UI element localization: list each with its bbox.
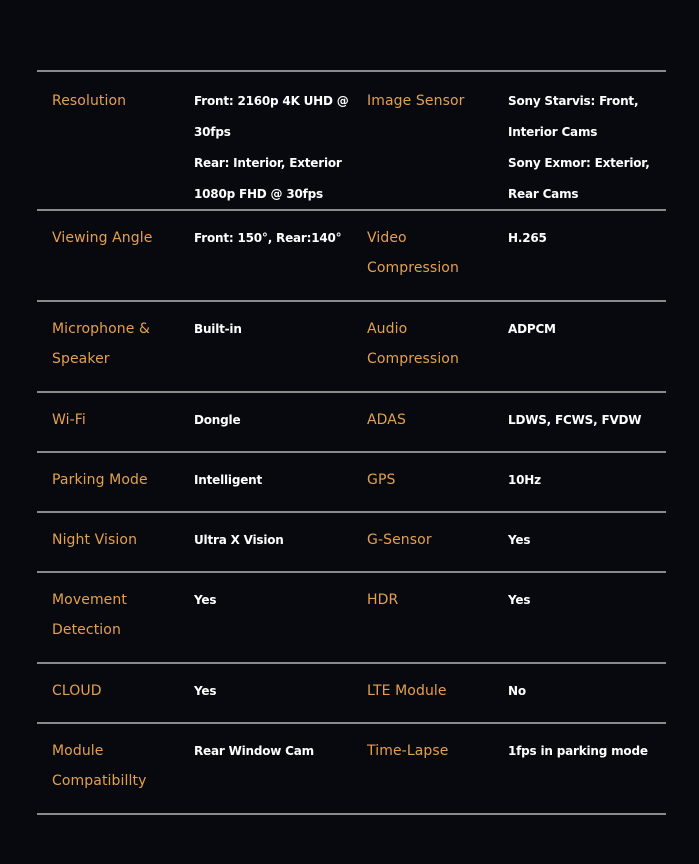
spec-value-line: ADPCM [508,322,556,336]
spec-value-line: 30fps [194,125,231,139]
spec-row [37,513,666,573]
spec-label-module-compatibility [52,736,192,796]
spec-value-line: Sony Starvis: Front, [508,94,639,108]
spec-value-viewing-angle [194,223,354,254]
spec-value-cloud [194,676,354,707]
spec-value-line: Yes [508,593,531,607]
spec-label-line: Movement [52,592,127,608]
spec-value-wifi [194,405,354,436]
spec-label-night-vision: Night Vision [52,532,138,548]
spec-value-line: Intelligent [194,473,263,487]
spec-value-line: Rear Window Cam [194,744,314,758]
spec-row [37,72,666,211]
spec-value-movement-detection [194,585,354,616]
spec-row [37,302,666,393]
spec-value-line: Rear: Interior, Exterior [194,156,342,170]
spec-label-adas: ADAS [367,412,406,428]
spec-label-line: Video [367,230,407,246]
spec-value-gps [508,465,658,496]
spec-row [37,211,666,302]
spec-value-line: Front: 150°, Rear:140° [194,231,342,245]
spec-label-line: Compression [367,351,459,367]
spec-label-line: Speaker [52,351,110,367]
spec-value-line: Yes [194,593,217,607]
spec-value-line: Interior Cams [508,125,598,139]
spec-value-image-sensor [508,86,658,210]
spec-row [37,724,666,815]
spec-value-line: H.265 [508,231,547,245]
spec-row [37,453,666,513]
spec-value-line: 1fps in parking mode [508,744,648,758]
spec-label-microphone-speaker [52,314,192,374]
spec-label-line: Detection [52,622,121,638]
spec-value-g-sensor [508,525,658,556]
spec-label-viewing-angle: Viewing Angle [52,230,153,246]
spec-value-hdr [508,585,658,616]
spec-label-audio-compression [367,314,502,374]
spec-label-time-lapse: Time-Lapse [367,743,449,759]
spec-row [37,393,666,453]
spec-value-lte-module [508,676,658,707]
spec-label-resolution: Resolution [52,93,127,109]
spec-value-line: Yes [194,684,217,698]
spec-value-line: No [508,684,526,698]
spec-value-line: LDWS, FCWS, FVDW [508,413,642,427]
spec-label-cloud: CLOUD [52,683,102,699]
spec-label-hdr: HDR [367,592,399,608]
spec-value-line: Dongle [194,413,241,427]
spec-value-line: 10Hz [508,473,541,487]
spec-value-line: Built-in [194,322,242,336]
spec-label-line: Module [52,743,104,759]
spec-value-resolution [194,86,354,210]
spec-label-wifi: Wi-Fi [52,412,86,428]
spec-value-video-compression [508,223,658,254]
spec-value-night-vision [194,525,354,556]
spec-label-line: Audio [367,321,408,337]
spec-label-line: Compression [367,260,459,276]
spec-value-line: Rear Cams [508,187,579,201]
spec-value-module-compatibility [194,736,354,767]
spec-table [37,70,666,815]
spec-label-movement-detection [52,585,192,645]
spec-value-time-lapse [508,736,658,767]
spec-label-line: Compatibillty [52,773,147,789]
spec-value-audio-compression [508,314,658,345]
spec-value-line: Ultra X Vision [194,533,284,547]
spec-row [37,573,666,664]
spec-label-image-sensor: Image Sensor [367,93,465,109]
spec-value-line: Sony Exmor: Exterior, [508,156,650,170]
spec-label-lte-module: LTE Module [367,683,447,699]
spec-row [37,664,666,724]
spec-label-video-compression [367,223,502,283]
spec-value-parking-mode [194,465,354,496]
spec-label-line: Microphone & [52,321,151,337]
spec-value-line: 1080p FHD @ 30fps [194,187,323,201]
spec-value-line: Yes [508,533,531,547]
spec-label-gps: GPS [367,472,396,488]
spec-label-g-sensor: G-Sensor [367,532,432,548]
spec-value-line: Front: 2160p 4K UHD @ [194,94,349,108]
spec-label-parking-mode: Parking Mode [52,472,148,488]
spec-value-adas [508,405,658,436]
spec-value-microphone-speaker [194,314,354,345]
